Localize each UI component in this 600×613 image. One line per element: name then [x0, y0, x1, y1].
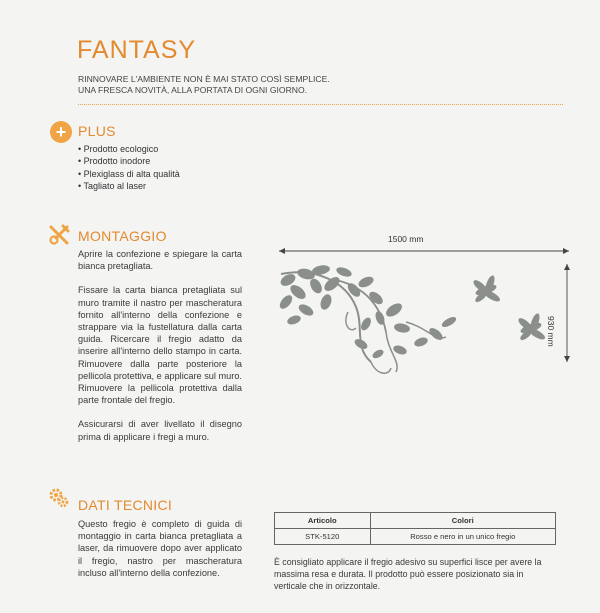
- floral-decal-image: [276, 262, 556, 384]
- list-item: • Tagliato al laser: [78, 180, 180, 192]
- usage-tips: È consigliato applicare il fregio adesivo su superfici lisce per avere la massima resa e durata. Il prodotto può essere posizionato sia in verticale che in orizzontale.: [274, 557, 542, 591]
- spec-table: [274, 512, 556, 545]
- height-dimension-arrow: [560, 262, 574, 364]
- column-header-colori: Colori: [370, 513, 555, 529]
- page-title: FANTASY: [77, 36, 197, 64]
- montaggio-paragraph-3: Assicurarsi di aver livellato il disegno prima di applicare i fregi a muro.: [78, 419, 242, 442]
- table-cell-articolo: STK-5120: [275, 529, 371, 545]
- plus-circle-icon: +: [50, 121, 72, 143]
- plus-list: [78, 143, 180, 193]
- table-row: [275, 529, 556, 545]
- montaggio-paragraph-2: Fissare la carta bianca pretagliata sul muro tramite il nastro per mascheratura fornito all'interno della confezione e strappare via la fustellatura dalla carta guida. Ricercare il fregio adatto da inserire all'interno dello stampo in carta. Rimuovere dalla parte posteriore la pellicola protettiva, e applicare sul muro. Rimuovere la pellicola protettiva dalla parte frontale del fregio.: [78, 285, 242, 406]
- page-subtitle: [78, 74, 378, 96]
- width-dimension-label: 1500 mm: [388, 234, 424, 244]
- dati-tecnici-section-title: DATI TECNICI: [78, 497, 173, 513]
- montaggio-section-title: MONTAGGIO: [78, 228, 167, 244]
- montaggio-text: [78, 248, 242, 455]
- gears-icon: [48, 486, 70, 508]
- header-divider: [78, 104, 563, 105]
- plus-section-title: PLUS: [78, 123, 116, 139]
- dati-tecnici-text: Questo fregio è completo di guida di montaggio in carta bianca pretagliata a laser, da rimuovere dopo aver applicato il fregio, nastro per mascheratura incluso all'interno della confezione.: [78, 519, 242, 578]
- height-dimension-label: 930 mm: [546, 316, 556, 347]
- list-item: • Prodotto ecologico: [78, 143, 180, 155]
- list-item: • Plexiglass di alta qualità: [78, 168, 180, 180]
- table-header-row: [275, 513, 556, 529]
- list-item: • Prodotto inodore: [78, 155, 180, 167]
- subtitle-line-2: UNA FRESCA NOVITÀ, ALLA PORTATA DI OGNI GIORNO.: [78, 85, 308, 95]
- tools-icon: [48, 224, 70, 246]
- column-header-articolo: Articolo: [275, 513, 371, 529]
- montaggio-paragraph-1: Aprire la confezione e spiegare la carta bianca pretagliata.: [78, 249, 242, 272]
- subtitle-line-1: RINNOVARE L'AMBIENTE NON È MAI STATO COSÌ SEMPLICE.: [78, 74, 330, 84]
- width-dimension-arrow: [276, 244, 572, 258]
- table-cell-colori: Rosso e nero in un unico fregio: [370, 529, 555, 545]
